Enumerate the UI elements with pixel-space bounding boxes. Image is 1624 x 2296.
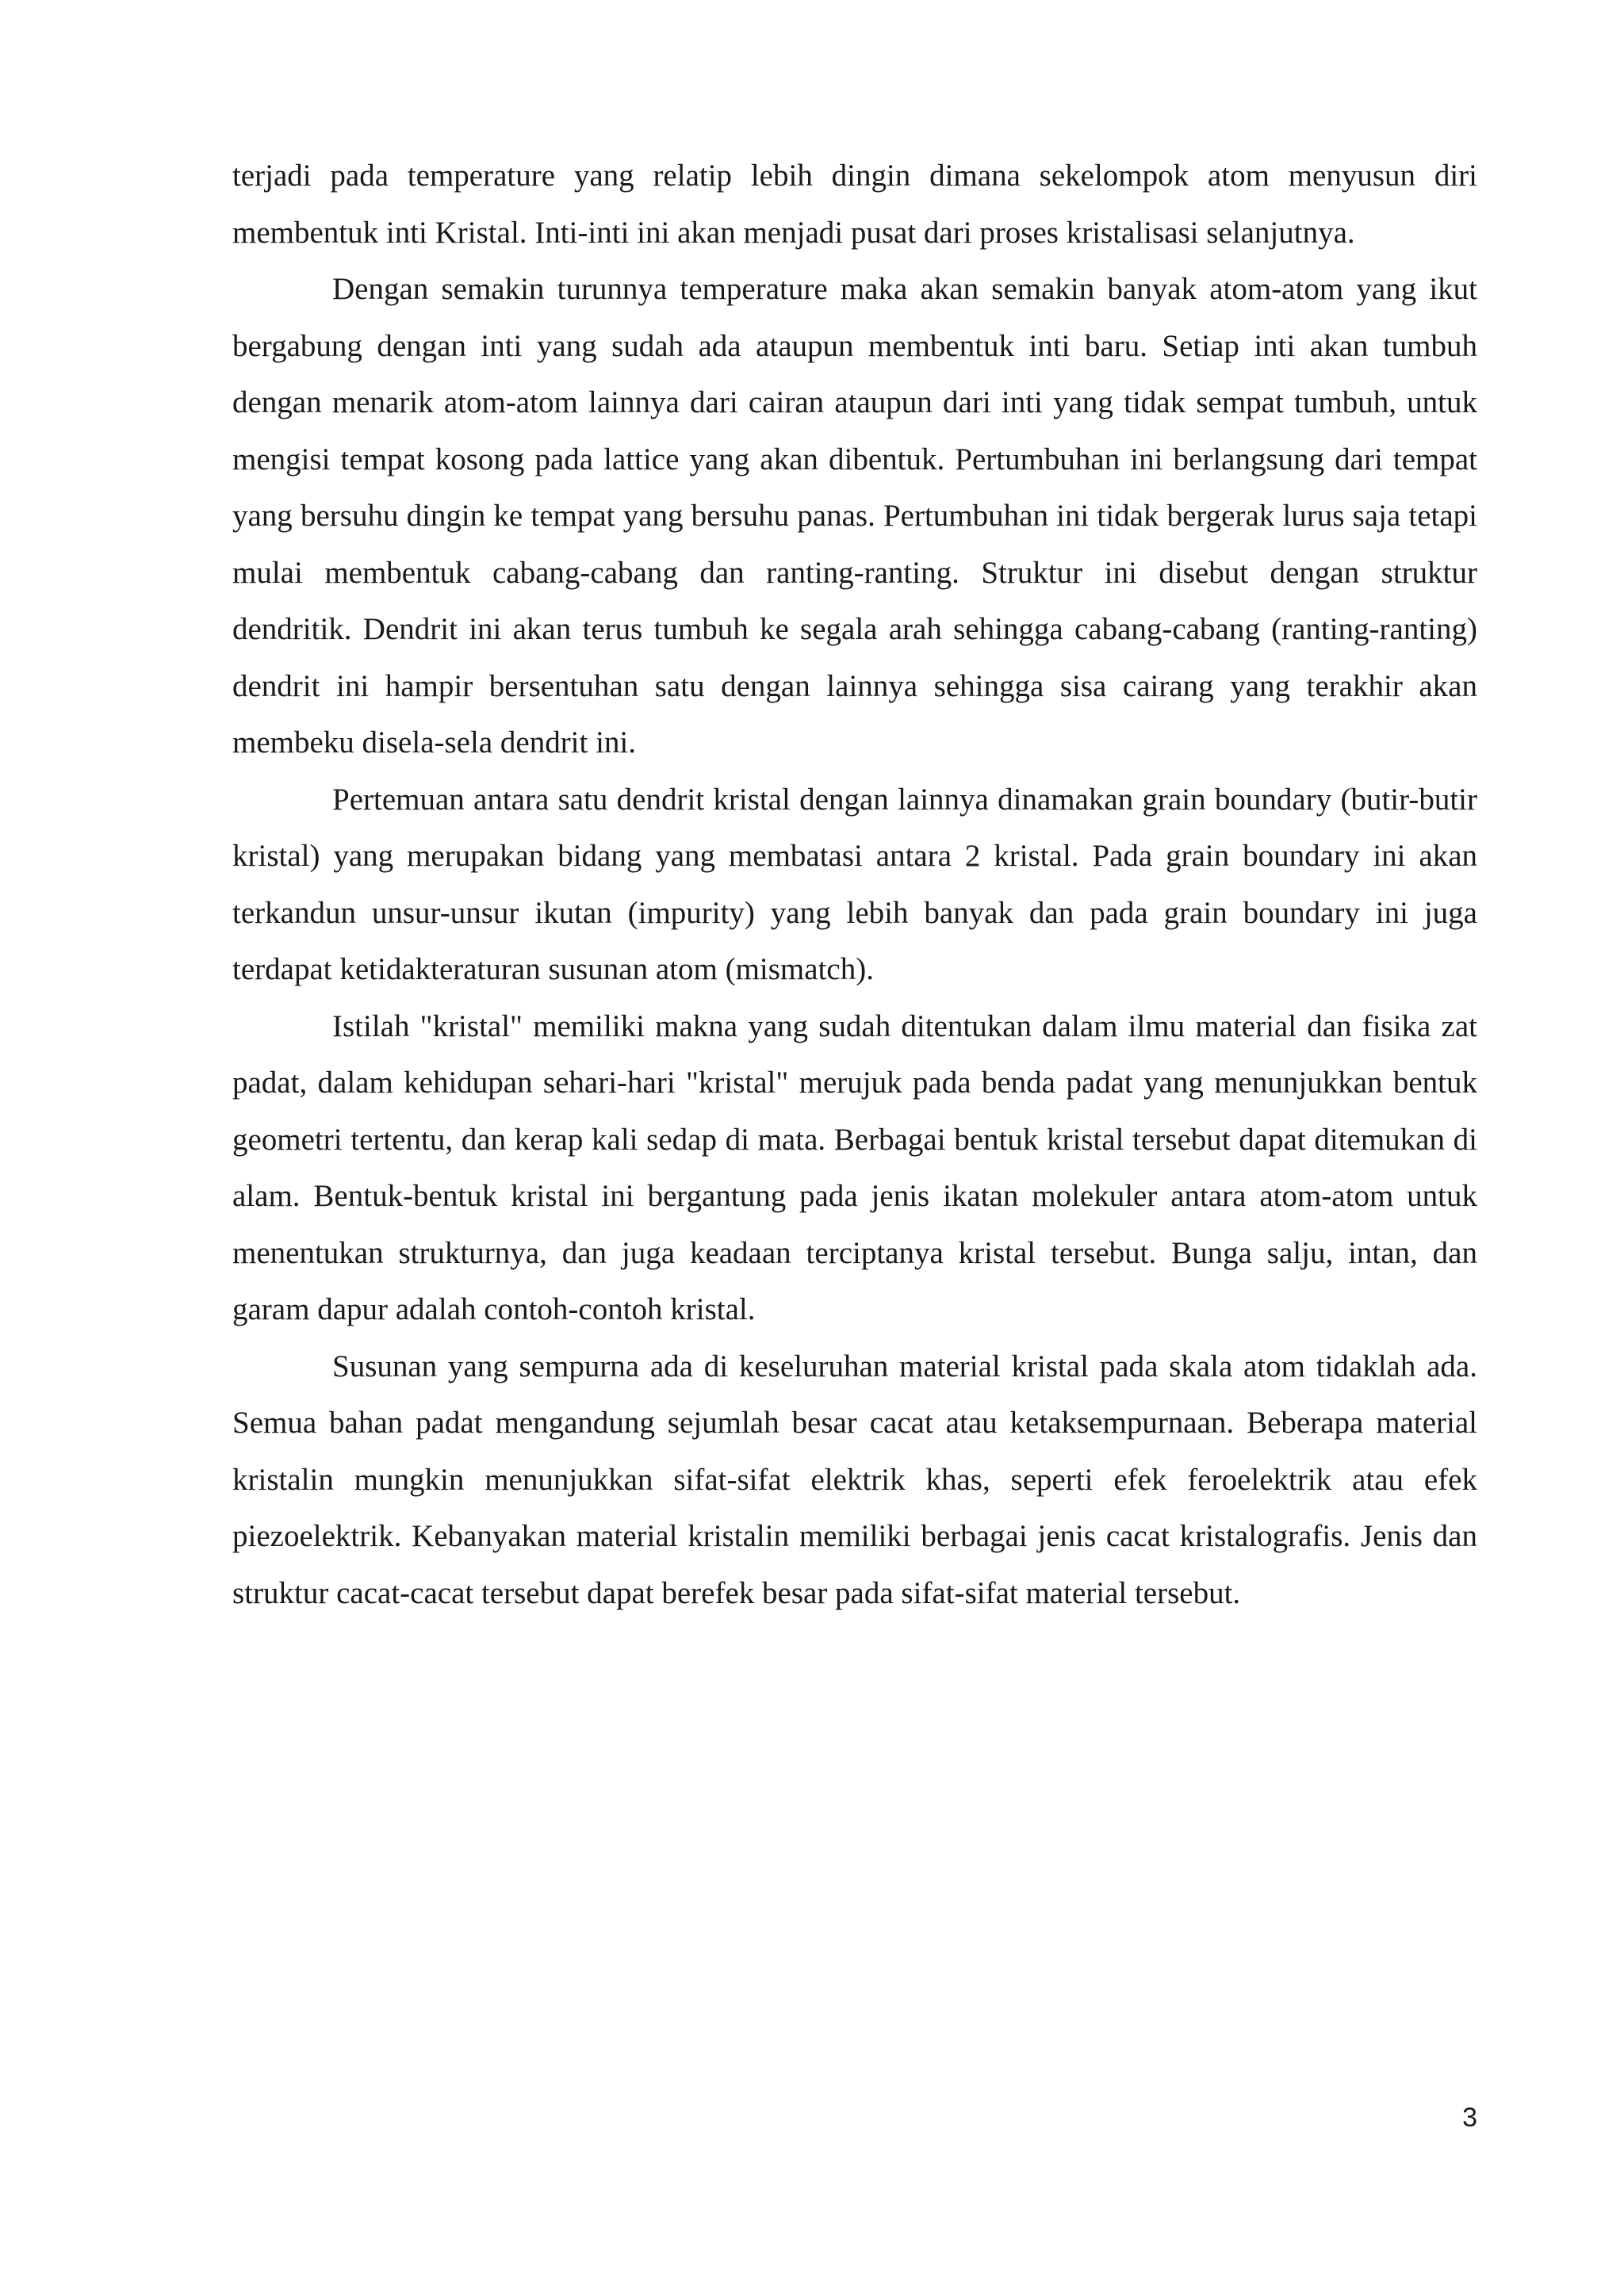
paragraph: Susunan yang sempurna ada di keseluruhan material kristal pada skala atom tidaklah ada. Semua bahan padat mengandung sejumlah besar cacat atau ketaksempurnaan. Beberapa material kristalin mungkin menunjukkan sifat-sifat elektrik khas, seperti efek feroelektrik atau efek piezoelektrik. Kebanyakan material kristalin memiliki berbagai jenis cacat kristalografis. Jenis dan struktur cacat-cacat tersebut dapat berefek besar pada sifat-sifat material tersebut. bbox=[232, 1349, 1477, 1610]
paragraph-continued: terjadi pada temperature yang relatip lebih dingin dimana sekelompok atom menyusun diri membentuk inti Kristal. Inti-inti ini akan menjadi pusat dari proses kristalisasi selanjutnya. bbox=[232, 159, 1477, 250]
page-number: 3 bbox=[1462, 2103, 1477, 2133]
paragraph: Istilah "kristal" memiliki makna yang sudah ditentukan dalam ilmu material dan fisika zat padat, dalam kehidupan sehari-hari "kristal" merujuk pada benda padat yang menunjukkan bentuk geometri tertentu, dan kerap kali sedap di mata. Berbagai bentuk kristal tersebut dapat ditemukan di alam. Bentuk-bentuk kristal ini bergantung pada jenis ikatan molekuler antara atom-atom untuk menentukan strukturnya, dan juga keadaan terciptanya kristal tersebut. Bunga salju, intan, dan garam dapur adalah contoh-contoh kristal. bbox=[232, 1008, 1477, 1326]
paragraph: Pertemuan antara satu dendrit kristal dengan lainnya dinamakan grain boundary (butir-butir kristal) yang merupakan bidang yang membatasi antara 2 kristal. Pada grain boundary ini akan terkandun unsur-unsur ikutan (impurity) yang lebih banyak dan pada grain boundary ini juga terdapat ketidakteraturan susunan atom (mismatch). bbox=[232, 782, 1477, 986]
body-text bbox=[232, 147, 1477, 1621]
paragraph: Dengan semakin turunnya temperature maka akan semakin banyak atom-atom yang ikut bergabung dengan inti yang sudah ada ataupun membentuk inti baru. Setiap inti akan tumbuh dengan menarik atom-atom lainnya dari cairan ataupun dari inti yang tidak sempat tumbuh, untuk mengisi tempat kosong pada lattice yang akan dibentuk. Pertumbuhan ini berlangsung dari tempat yang bersuhu dingin ke tempat yang bersuhu panas. Pertumbuhan ini tidak bergerak lurus saja tetapi mulai membentuk cabang-cabang dan ranting-ranting. Struktur ini disebut dengan struktur dendritik. Dendrit ini akan terus tumbuh ke segala arah sehingga cabang-cabang (ranting-ranting) dendrit ini hampir bersentuhan satu dengan lainnya sehingga sisa cairang yang terakhir akan membeku disela-sela dendrit ini. bbox=[232, 272, 1477, 760]
